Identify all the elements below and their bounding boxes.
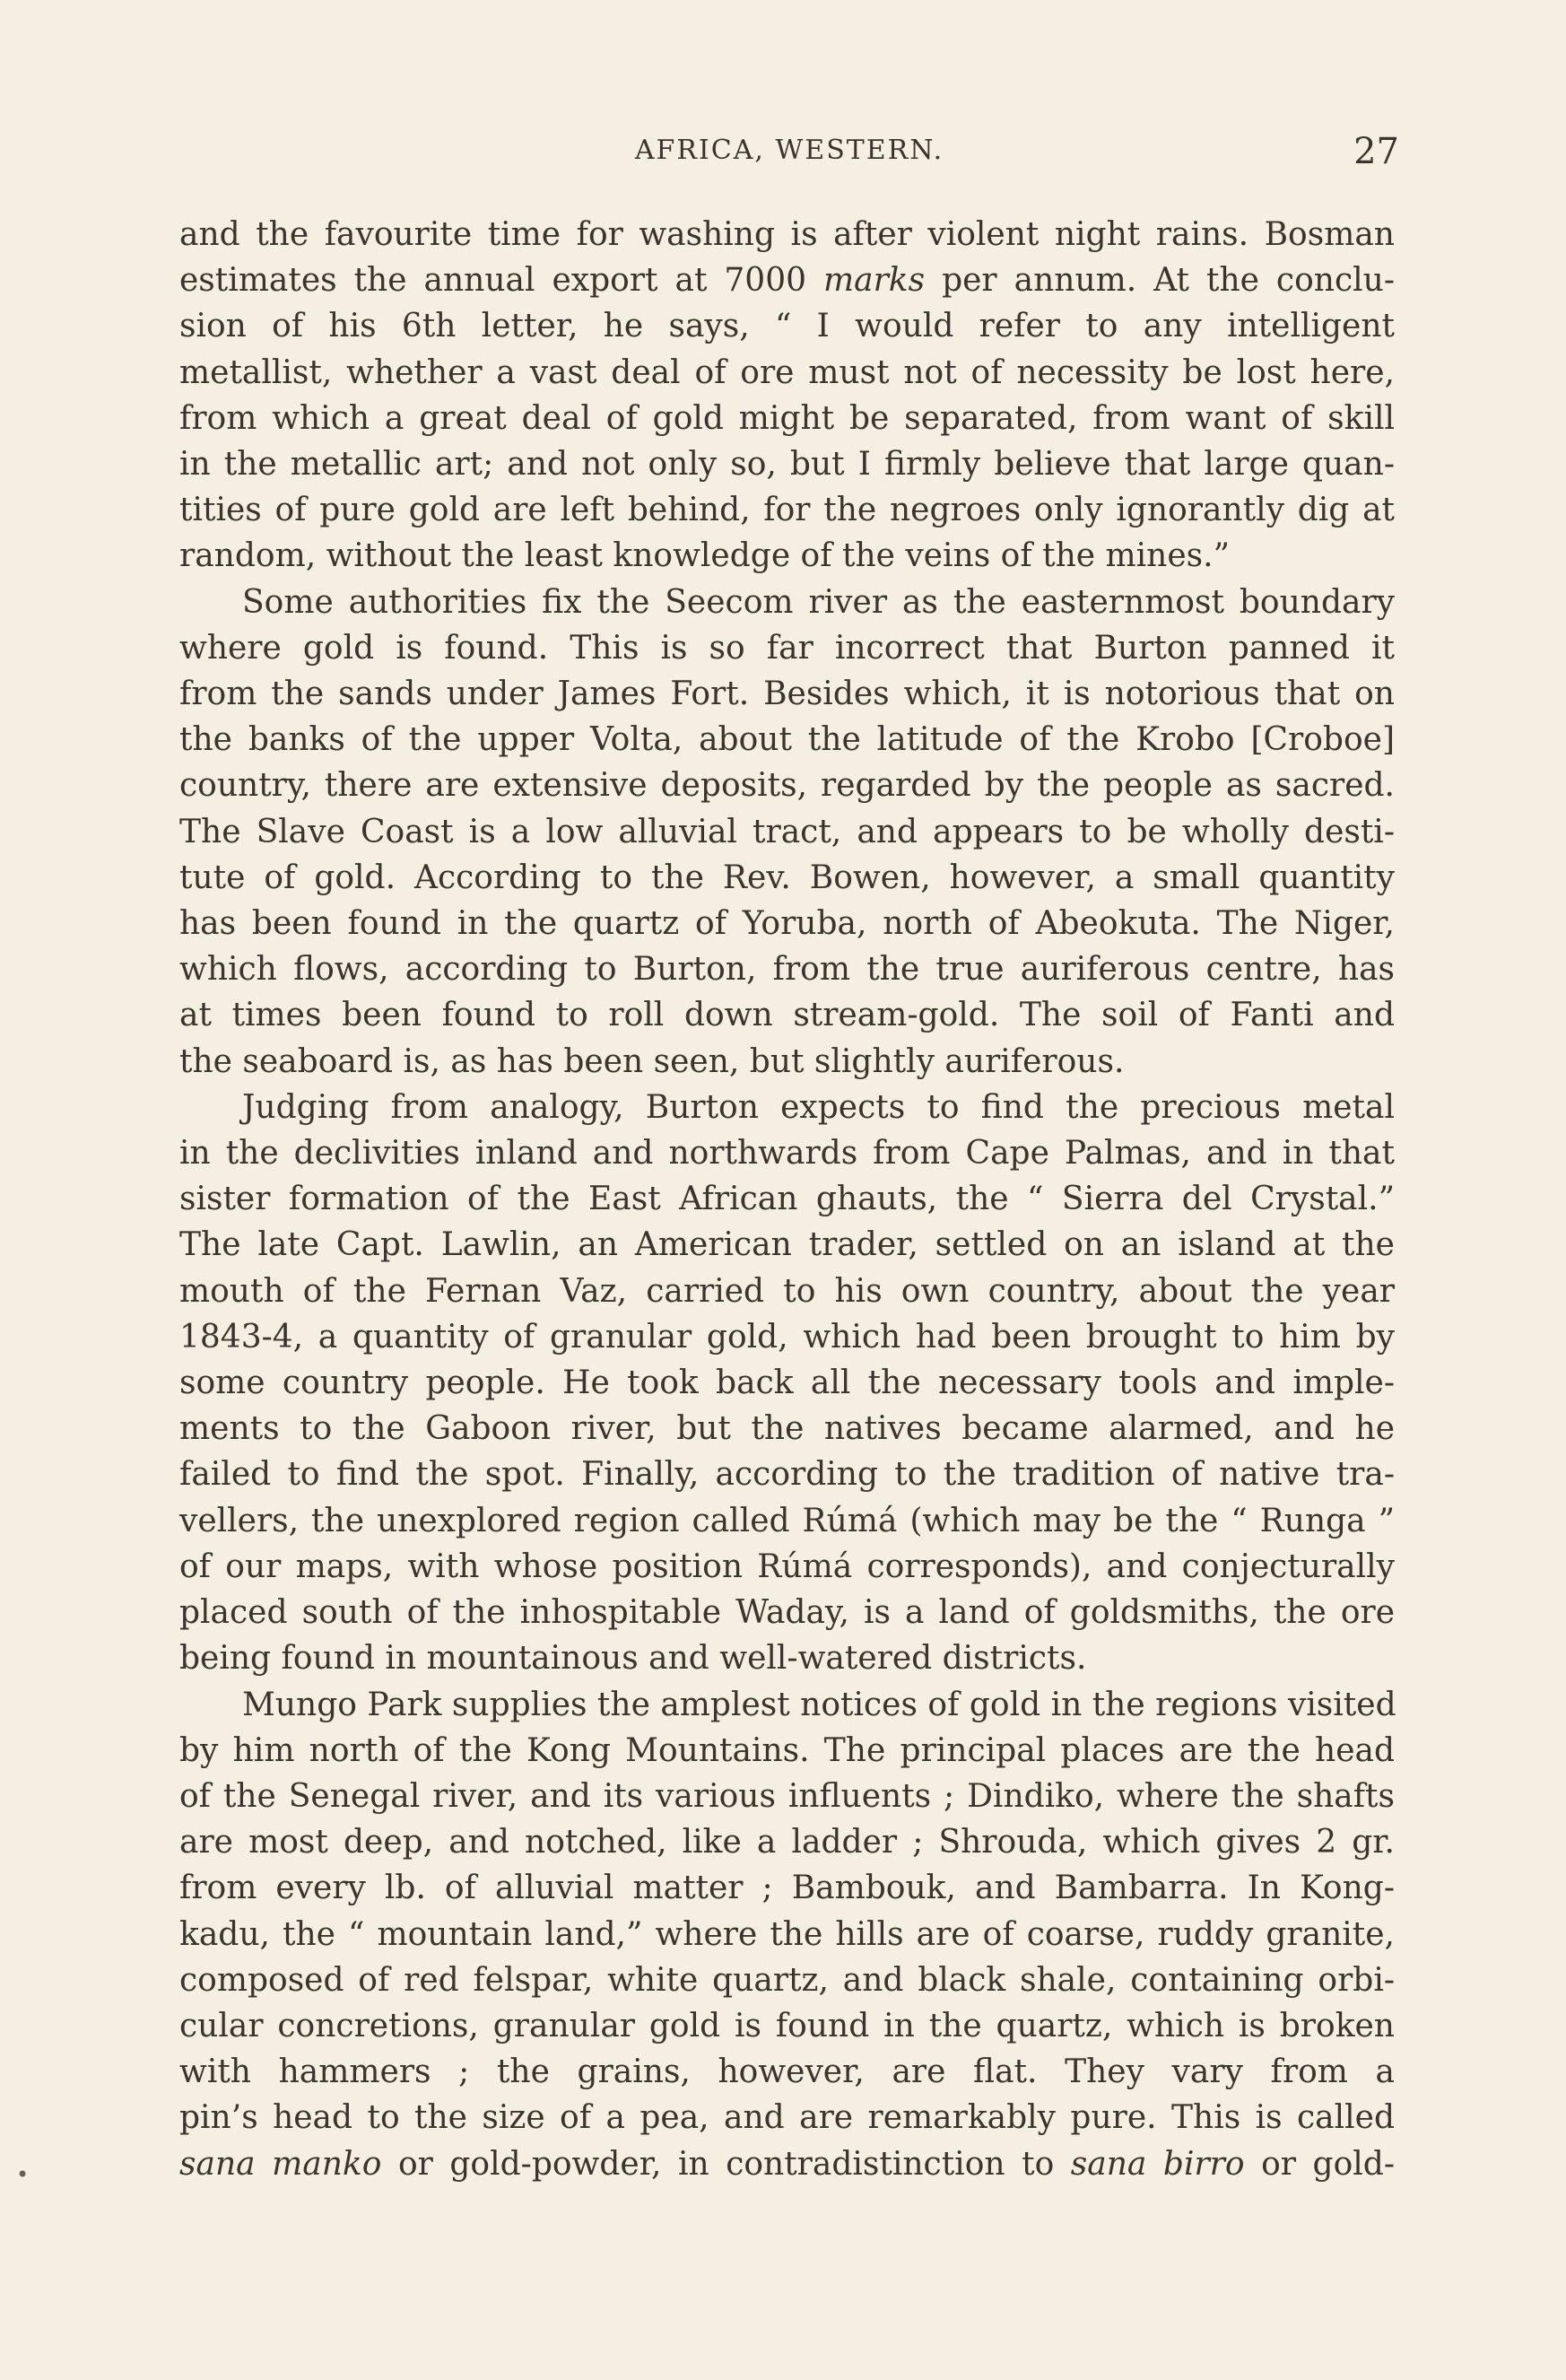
text-line: of the Senegal river, and its various influents ; Dindiko, where the shafts — [179, 1777, 1395, 1815]
text-line: the seaboard is, as has been seen, but slightly auriferous. — [179, 1042, 1125, 1080]
text-line: from every lb. of alluvial matter ; Bambouk, and Bambarra. In Kong- — [179, 1870, 1395, 1907]
text-line: composed of red felspar, white quartz, and black shale, containing orbi- — [179, 1961, 1395, 1999]
page-number: 27 — [1353, 131, 1399, 172]
text-line: are most deep, and notched, like a ladder ; Shrouda, which gives 2 gr. — [179, 1824, 1395, 1861]
text-line: has been found in the quartz of Yoruba, north of Abeokuta. The Niger, — [179, 905, 1395, 943]
text-line: country, there are extensive deposits, regarded by the people as sacred. — [179, 767, 1395, 805]
text-line: Judging from analogy, Burton expects to find the precious metal — [242, 1088, 1395, 1126]
margin-mark: • — [16, 2162, 30, 2187]
text-line: Mungo Park supplies the amplest notices of gold in the regions visited — [242, 1686, 1396, 1723]
text-line: Some authorities fix the Seecom river as the easternmost boundary — [242, 583, 1395, 621]
text-line: vellers, the unexplored region called Rúmá (which may be the “ Runga ” — [179, 1502, 1395, 1539]
running-head: AFRICA, WESTERN. — [634, 135, 944, 166]
text-line: pin’s head to the size of a pea, and are remarkably pure. This is called — [179, 2099, 1395, 2137]
text-line: where gold is found. This is so far incorrect that Burton panned it — [179, 629, 1395, 667]
text-line: sister formation of the East African ghauts, the “ Sierra del Crystal.” — [179, 1181, 1395, 1218]
text-line: ments to the Gaboon river, but the natives became alarmed, and he — [179, 1410, 1395, 1448]
text-line: failed to find the spot. Finally, according to the tradition of native tra- — [179, 1456, 1395, 1494]
text-line: by him north of the Kong Mountains. The principal places are the head — [179, 1731, 1395, 1769]
text-line: cular concretions, granular gold is found in the quartz, which is broken — [179, 2007, 1395, 2044]
text-line: estimates the annual export at 7000 marks per annum. At the conclu- — [179, 262, 1395, 300]
text-line: random, without the least knowledge of the veins of the mines.” — [179, 537, 1230, 575]
text-line: being found in mountainous and well-watered districts. — [179, 1640, 1087, 1678]
text-line: kadu, the “ mountain land,” where the hills are of coarse, ruddy granite, — [179, 1915, 1395, 1953]
text-line: The Slave Coast is a low alluvial tract, and appears to be wholly desti- — [179, 813, 1395, 850]
text-line: some country people. He took back all the necessary tools and imple- — [179, 1364, 1395, 1402]
page-header — [179, 131, 1399, 188]
text-line: The late Capt. Lawlin, an American trader, settled on an island at the — [179, 1226, 1395, 1264]
text-line: which flows, according to Burton, from the true auriferous centre, has — [179, 951, 1395, 989]
text-line: from the sands under James Fort. Besides which, it is notorious that on — [179, 676, 1395, 713]
text-line: placed south of the inhospitable Waday, is a land of goldsmiths, the ore — [179, 1594, 1395, 1632]
text-line: in the declivities inland and northwards from Cape Palmas, and in that — [179, 1135, 1395, 1173]
text-line: at times been found to roll down stream-gold. The soil of Fanti and — [179, 997, 1395, 1034]
text-line: mouth of the Fernan Vaz, carried to his own country, about the year — [179, 1272, 1395, 1310]
text-line: from which a great deal of gold might be separated, from want of skill — [179, 399, 1395, 437]
body-text — [179, 212, 1395, 2187]
text-line: sion of his 6th letter, he says, “ I would refer to any intelligent — [179, 308, 1395, 345]
text-line: in the metallic art; and not only so, but I firmly believe that large quan- — [179, 446, 1395, 484]
text-line: tities of pure gold are left behind, for the negroes only ignorantly dig at — [179, 492, 1395, 529]
text-line: the banks of the upper Volta, about the latitude of the Krobo [Croboe] — [179, 721, 1395, 759]
text-line: with hammers ; the grains, however, are flat. They vary from a — [179, 2053, 1395, 2091]
text-line: tute of gold. According to the Rev. Bowen, however, a small quantity — [179, 859, 1395, 896]
text-line: and the favourite time for washing is after violent night rains. Bosman — [179, 216, 1395, 253]
text-line: sana manko or gold-powder, in contradistinction to sana birro or gold- — [179, 2145, 1395, 2183]
text-line: metallist, whether a vast deal of ore must not of necessity be lost here, — [179, 353, 1395, 391]
text-line: 1843-4, a quantity of granular gold, which had been brought to him by — [179, 1318, 1395, 1356]
text-line: of our maps, with whose position Rúmá corresponds), and conjecturally — [179, 1547, 1395, 1585]
